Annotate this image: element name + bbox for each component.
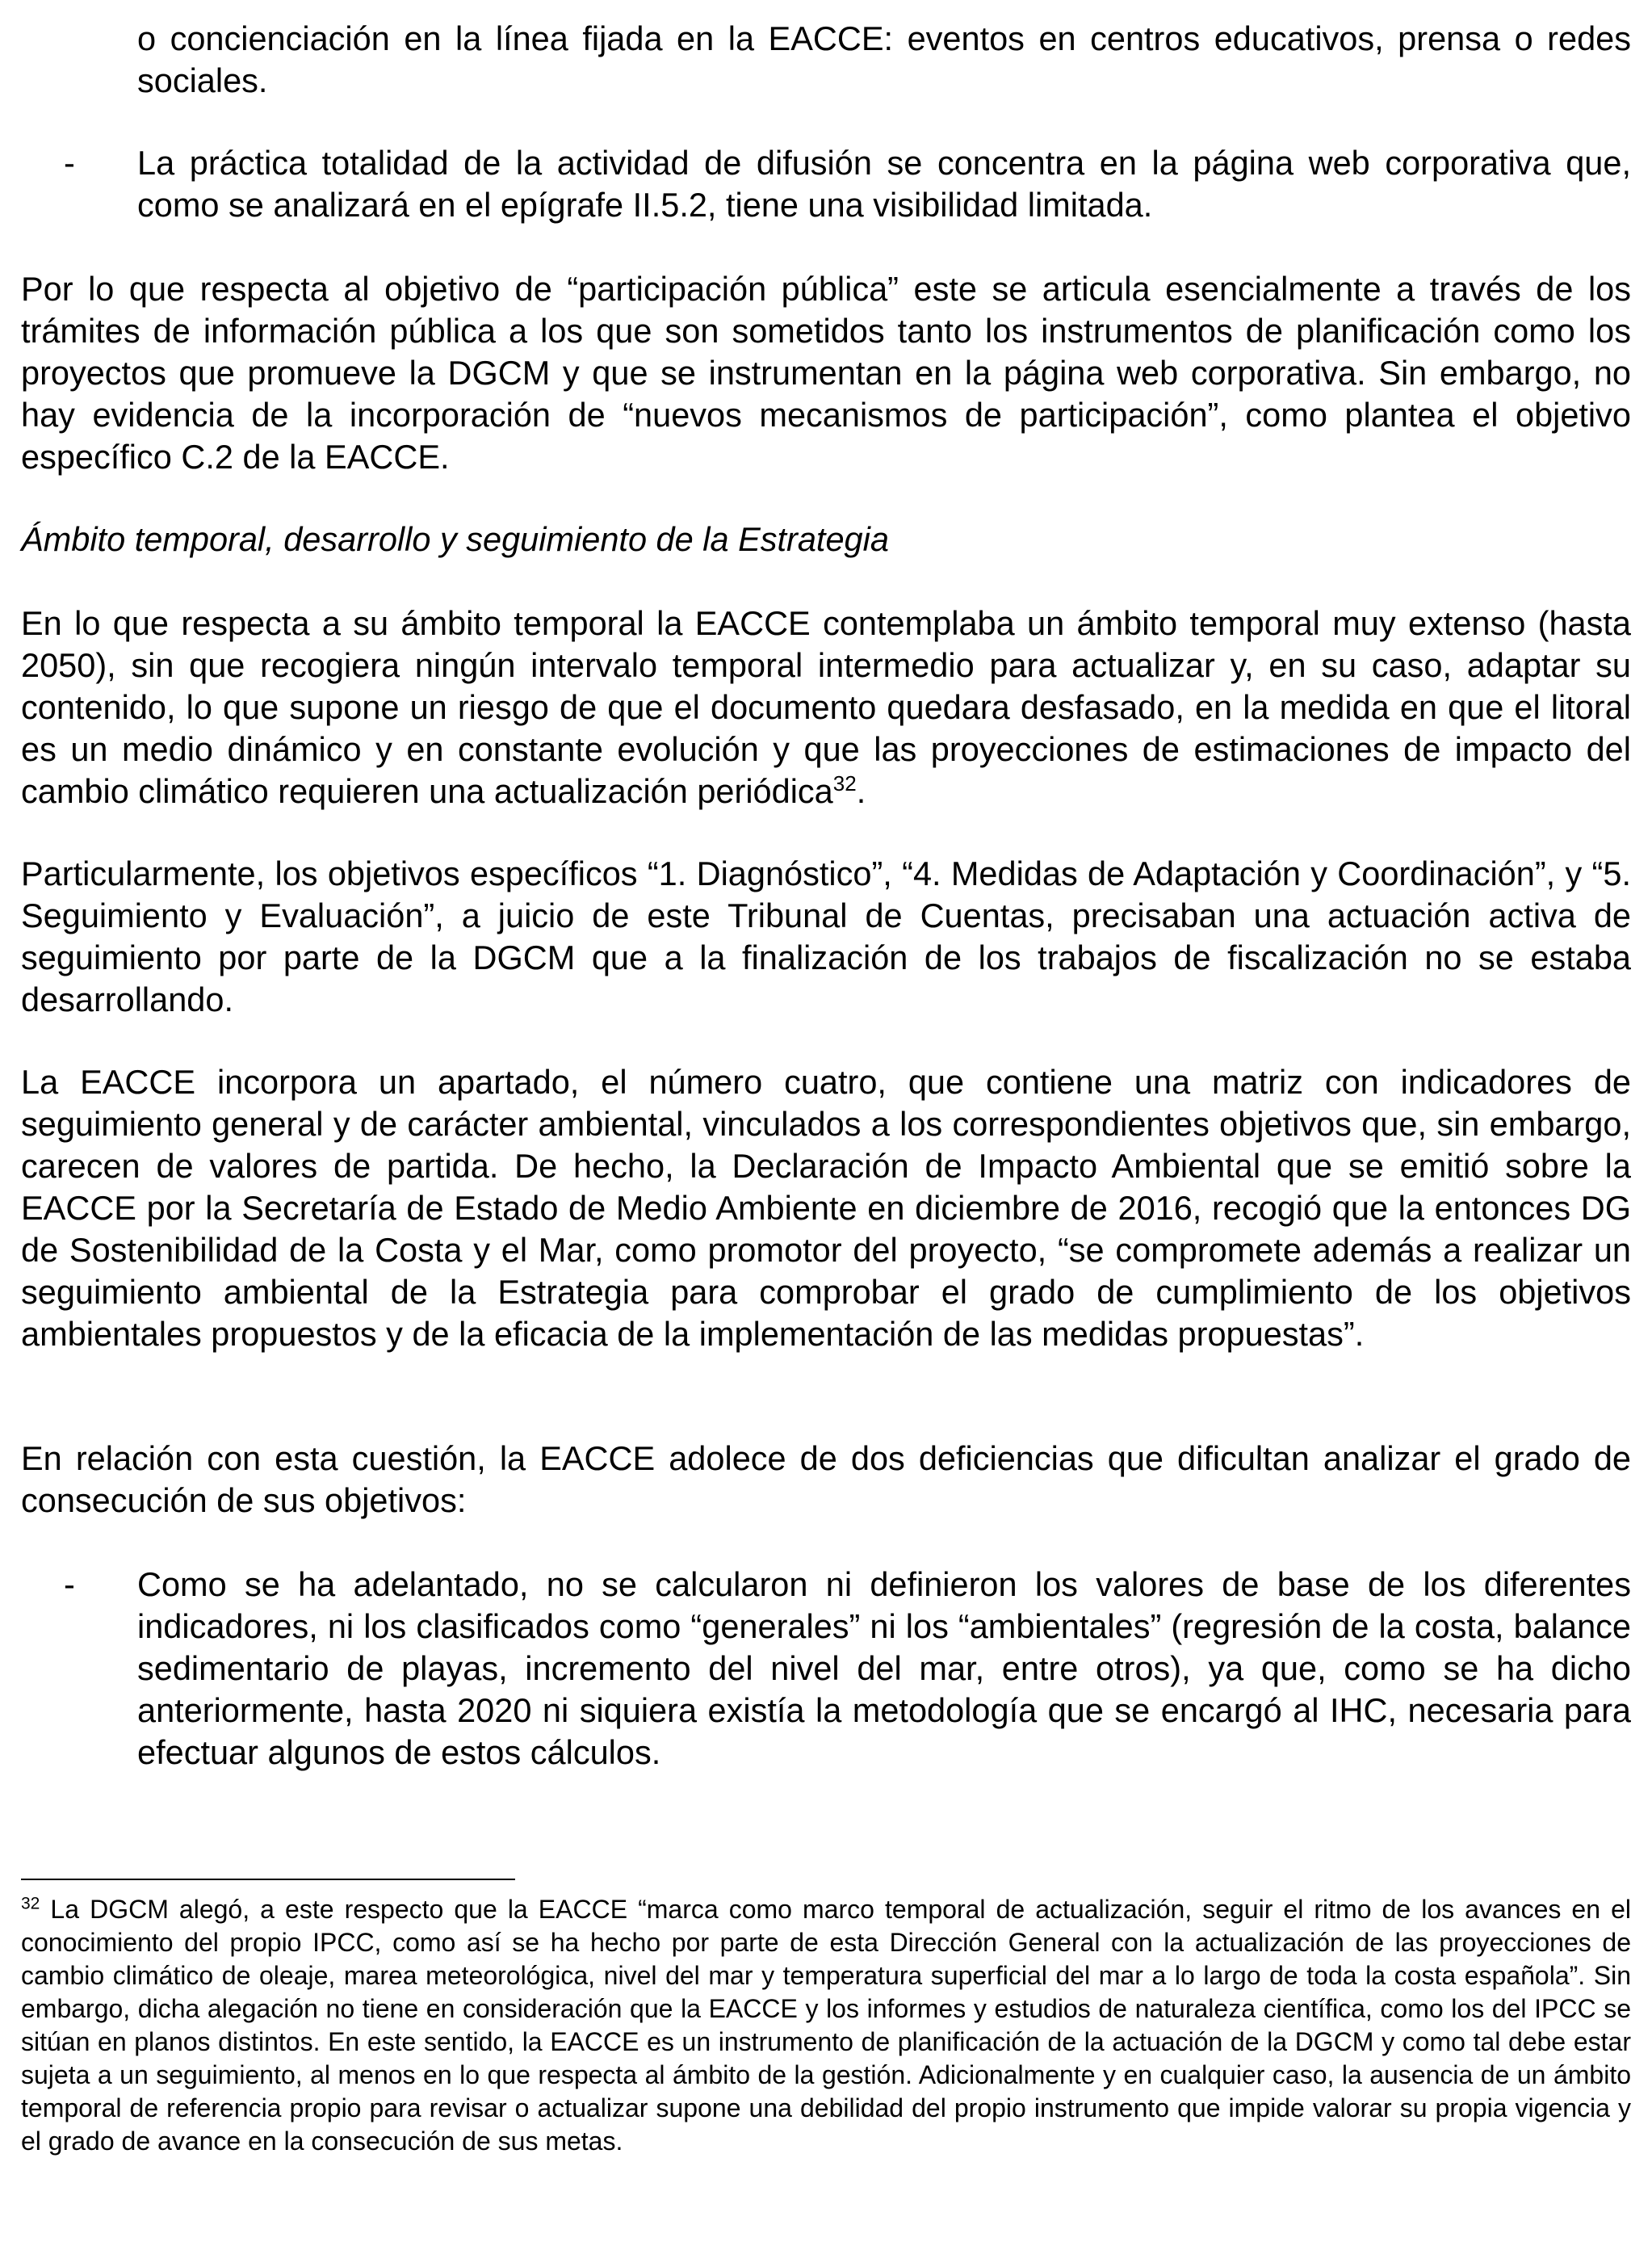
footnote-number: 32 <box>21 1894 40 1913</box>
paragraph: La EACCE incorpora un apartado, el número cuatro, que contiene una matriz con indicadores de seguimiento general y de carácter ambiental, vinculados a los correspondientes objetivos que, sin embargo, carecen de valores de partida. De hecho, la Declaración de Impacto Ambiental que se emitió sobre la EACCE por la Secretaría de Estado de Medio Ambiente en diciembre de 2016, recogió que la entonces DG de Sostenibilidad de la Costa y el Mar, como promotor del proyecto, “se compromete además a realizar un seguimiento ambiental de la Estrategia para comprobar el grado de cumplimiento de los objetivos ambientales propuestos y de la eficacia de la implementación de las medidas propuestas”. <box>21 1063 1631 1353</box>
paragraph-continuation: o concienciación en la línea fijada en la EACCE: eventos en centros educativos, prensa o redes sociales. <box>137 19 1631 99</box>
footnote-text: La DGCM alegó, a este respecto que la EACCE “marca como marco temporal de actualización, seguir el ritmo de los avances en el conocimiento del propio IPCC, como así se ha hecho por parte de esta Dirección General con la actualización de las proyecciones de cambio climático de oleaje, marea meteorológica, nivel del mar y temperatura superficial del mar a lo largo de toda la costa española”. Sin embargo, dicha alegación no tiene en consideración que la EACCE y los informes y estudios de naturaleza científica, como los del IPCC se sitúan en planos distintos. En este sentido, la EACCE es un instrumento de planificación de la actuación de la DGCM y como tal debe estar sujeta a un seguimiento, al menos en lo que respecta al ámbito de la gestión. Adicionalmente y en cualquier caso, la ausencia de un ámbito temporal de referencia propio para revisar o actualizar supone una debilidad del propio instrumento que impide valorar su propia vigencia y el grado de avance en la consecución de sus metas. <box>21 1895 1631 2156</box>
footnote-separator <box>21 1879 515 1880</box>
paragraph: Por lo que respecta al objetivo de “participación pública” este se articula esencialmente a través de los trámites de información pública a los que son sometidos tanto los instrumentos de planificación como los proyectos que promueve la DGCM y que se instrumentan en la página web corporativa. Sin embargo, no hay evidencia de la incorporación de “nuevos mecanismos de participación”, como plantea el objetivo específico C.2 de la EACCE. <box>21 270 1631 476</box>
paragraph <box>21 602 1631 812</box>
list-item <box>21 142 1631 226</box>
list-item-text: La práctica totalidad de la actividad de difusión se concentra en la página web corporativa que, como se analizará en el epígrafe II.5.2, tiene una visibilidad limitada. <box>137 144 1631 224</box>
paragraph-end: . <box>856 772 866 810</box>
footnote-reference[interactable]: 32 <box>832 771 857 796</box>
footnote <box>21 1893 1631 2158</box>
paragraph: En relación con esta cuestión, la EACCE adolece de dos deficiencias que dificultan analizar el grado de consecución de sus objetivos: <box>21 1439 1631 1519</box>
list-item-text: Como se ha adelantado, no se calcularon ni definieron los valores de base de los diferentes indicadores, ni los clasificados como “generales” ni los “ambientales” (regresión de la costa, balance sedimentario de playas, incremento del nivel del mar, entre otros), ya que, como se ha dicho anteriormente, hasta 2020 ni siquiera existía la metodología que se encargó al IHC, necesaria para efectuar algunos de estos cálculos. <box>137 1565 1631 1771</box>
paragraph: Particularmente, los objetivos específicos “1. Diagnóstico”, “4. Medidas de Adaptación y Coordinación”, y “5. Seguimiento y Evaluación”, a juicio de este Tribunal de Cuentas, precisaban una actuación activa de seguimiento por parte de la DGCM que a la finalización de los trabajos de fiscalización no se estaba desarrollando. <box>21 854 1631 1018</box>
list-item <box>21 1564 1631 1774</box>
section-heading: Ámbito temporal, desarrollo y seguimiento de la Estrategia <box>21 520 889 558</box>
list-dash: - <box>64 144 75 182</box>
paragraph-text: En lo que respecta a su ámbito temporal la EACCE contemplaba un ámbito temporal muy extenso (hasta 2050), sin que recogiera ningún intervalo temporal intermedio para actualizar y, en su caso, adaptar su contenido, lo que supone un riesgo de que el documento quedara desfasado, en la medida en que el litoral es un medio dinámico y en constante evolución y que las proyecciones de estimaciones de impacto del cambio climático requieren una actualización periódica <box>21 604 1631 810</box>
list-dash: - <box>64 1565 75 1603</box>
